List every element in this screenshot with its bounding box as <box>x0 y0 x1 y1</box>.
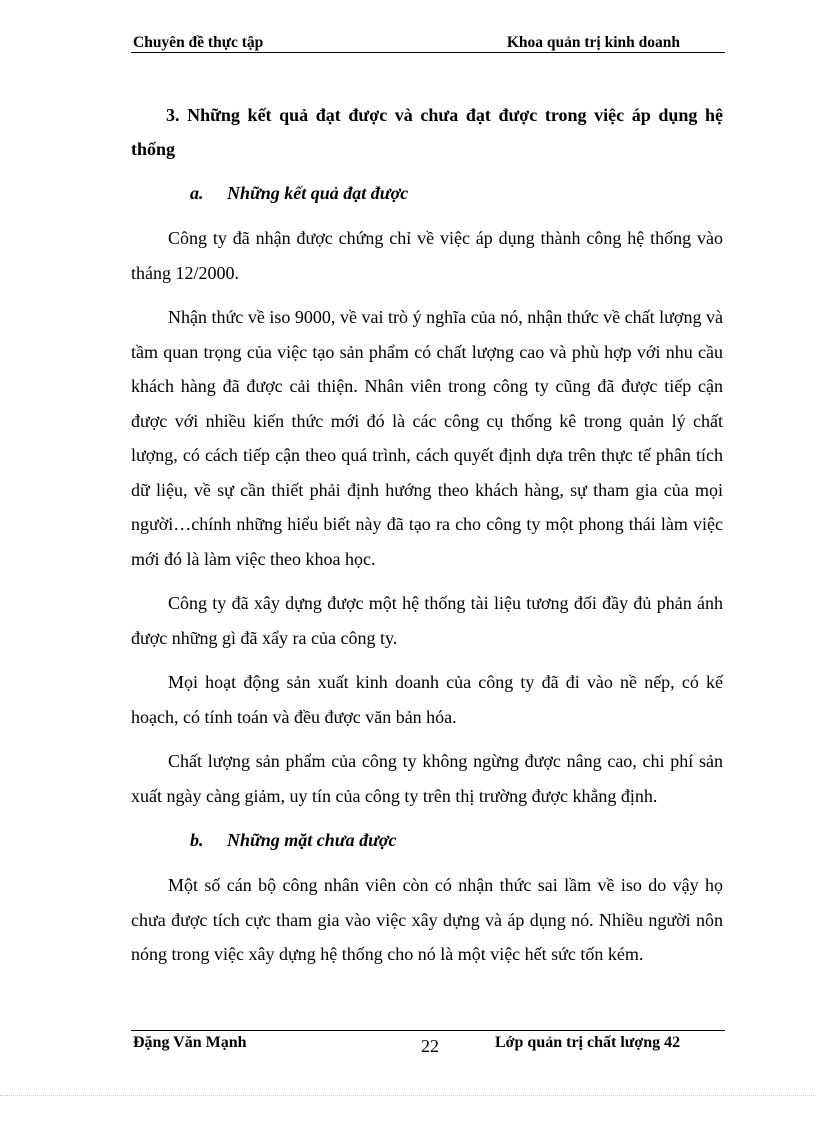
page-edge-divider <box>0 1095 816 1096</box>
paragraph: Nhận thức về iso 9000, về vai trò ý nghĩa của nó, nhận thức về chất lượng và tầm quan trọng của việc tạo sản phẩm có chất lượng cao và phù hợp với nhu cầu khách hàng đã được cải thiện. Nhân viên trong công ty cũng đã được tiếp cận được với nhiều kiến thức mới đó là các công cụ thống kê trong quản lý chất lượng, có cách tiếp cận theo quá trình, cách quyết định dựa trên thực tế phân tích dữ liệu, về sự cần thiết phải định hướng theo khách hàng, sự tham gia của mọi người…chính những hiểu biết này đã tạo ra cho công ty một phong thái làm việc mới đó là làm việc theo khoa học. <box>131 307 723 569</box>
footer-divider <box>131 1030 725 1031</box>
paragraph: Chất lượng sản phẩm của công ty không ngừng được nâng cao, chi phí sản xuất ngày càng giảm, uy tín của công ty trên thị trường được khẳng định. <box>131 751 723 806</box>
subsection-b-marker: b. <box>190 830 204 850</box>
page-header <box>131 34 725 53</box>
section-title: 3. Những kết quả đạt được và chưa đạt được trong việc áp dụng hệ thống <box>131 105 723 159</box>
subsection-b-title: Những mặt chưa được <box>227 830 397 850</box>
subsection-a-title: Những kết quả đạt được <box>227 183 409 203</box>
paragraph: Công ty đã nhận được chứng chỉ về việc áp dụng thành công hệ thống vào tháng 12/2000. <box>131 228 723 283</box>
header-right-text: Khoa quản trị kinh doanh <box>506 34 680 51</box>
paragraph: Công ty đã xây dựng được một hệ thống tài liệu tương đối đầy đủ phản ánh được những gì đã xẩy ra của công ty. <box>131 593 723 648</box>
paragraph: Mọi hoạt động sản xuất kinh doanh của công ty đã đi vào nề nếp, có kế hoạch, có tính toán và đều được văn bản hóa. <box>131 672 723 727</box>
header-left-text: Chuyên đề thực tập <box>133 34 264 51</box>
subsection-a-heading <box>131 176 723 210</box>
footer-author: Đặng Văn Mạnh <box>133 1034 247 1051</box>
paragraph: Một số cán bộ công nhân viên còn có nhận thức sai lầm về iso do vậy họ chưa được tích cực tham gia vào việc xây dựng và áp dụng nó. Nhiều người nôn nóng trong việc xây dựng hệ thống cho nó là một việc hết sức tốn kém. <box>131 875 723 964</box>
footer-page-number: 22 <box>421 1036 439 1056</box>
page-content <box>131 98 723 982</box>
subsection-b-heading <box>131 823 723 857</box>
footer-class-name: Lớp quản trị chất lượng 42 <box>495 1034 681 1051</box>
subsection-a-marker: a. <box>190 183 204 203</box>
